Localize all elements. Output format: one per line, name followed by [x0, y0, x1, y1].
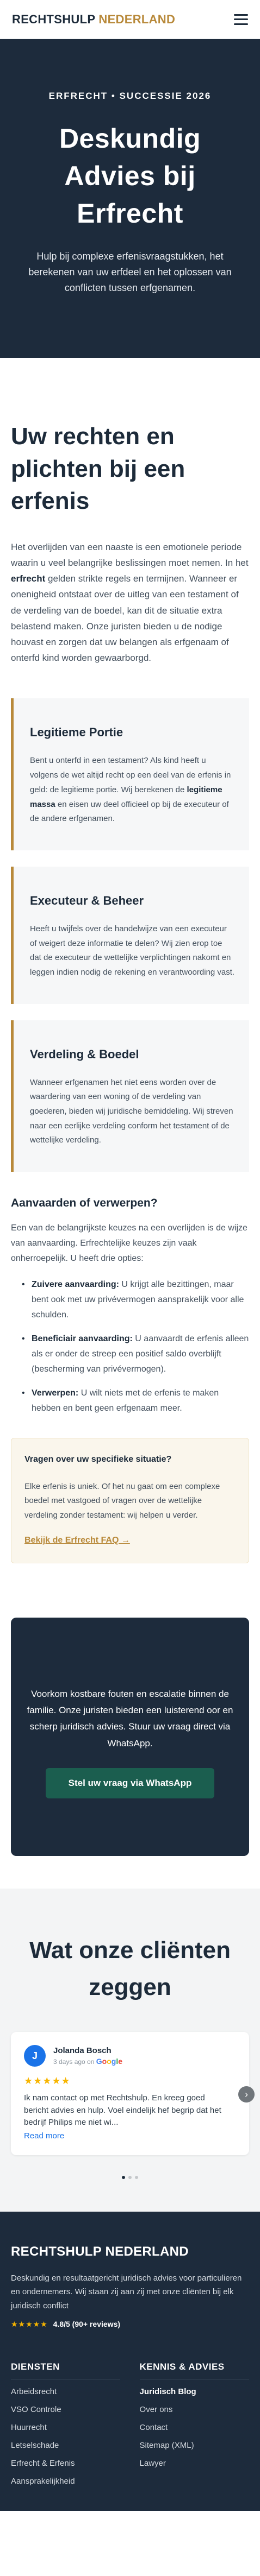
- hero-kicker: ERFRECHT • SUCCESSIE 2026: [48, 91, 212, 101]
- cta-box: [11, 1618, 249, 1856]
- google-letter: G: [96, 2057, 102, 2066]
- footer-link[interactable]: Sitemap (XML): [139, 2441, 194, 2451]
- review-card: [11, 2032, 249, 2155]
- card-title: Executeur & Beheer: [30, 893, 144, 907]
- review-text: Ik nam contact op met Rechtshulp. En kreeg goed bericht advies en hulp. Voel eindelijk hef begrip dat het bedrijf Philips me niet wi...: [24, 2093, 221, 2127]
- footer-link[interactable]: Lawyer: [139, 2459, 166, 2468]
- rights-intro-part: gelden strikte regels en termijnen. Wanneer er onenigheid ontstaat over de uitleg van een testament of de verdeling van de boedel, kan dit de situatie extra belastend maken. Onze juristen bieden u de nodige houvast en zorgen dat uw belangen als erfgenaam of onterfd kind worden gewaarborgd.: [11, 573, 239, 664]
- star-rating-icon: ★★★★★: [24, 2075, 71, 2087]
- option-text: U krijgt alle bezittingen, maar bent ook met uw privévermogen aansprakelijk voor alle schulden.: [32, 1280, 244, 1320]
- rights-intro-part: Het overlijden van een naaste is een emotionele periode waarin u veel belangrijke beslissingen moet nemen. In het: [11, 541, 249, 568]
- option-label: Beneficiair aanvaarding:: [32, 1334, 133, 1344]
- option-text: U aanvaardt de erfenis alleen als er onder de streep een positief saldo overblijft (bescherming van privévermogen).: [32, 1334, 249, 1374]
- reviewer-name: Jolanda Bosch: [53, 2046, 112, 2056]
- option-text: U wilt niets met de erfenis te maken hebben en bent geen erfgenaam meer.: [32, 1388, 219, 1413]
- google-letter: e: [118, 2057, 123, 2066]
- site-header: [0, 0, 260, 39]
- card-verdeling-boedel: [11, 1020, 249, 1172]
- footer-description: Deskundig en resultaatgericht juridisch advies voor particulieren en ondernemers. Wij staan zij aan zij met onze cliënten bij elk juridisch conflict: [11, 2273, 242, 2311]
- hero-section: [0, 39, 260, 358]
- hero-subtitle: Hulp bij complexe erfenisvraagstukken, het berekenen van uw erfdeel en het oplossen van conflicten tussen erfgenamen.: [28, 251, 232, 293]
- footer-link[interactable]: Juridisch Blog: [139, 2387, 196, 2397]
- footer-link[interactable]: Over ons: [139, 2405, 173, 2415]
- footer-link[interactable]: VSO Controle: [11, 2405, 61, 2415]
- footer-brand: RECHTSHULP NEDERLAND: [11, 2244, 189, 2259]
- menu-icon[interactable]: [234, 14, 248, 25]
- reviews-section: [0, 1889, 260, 2212]
- next-arrow-icon[interactable]: ›: [238, 2086, 255, 2103]
- card-text: Wanneer erfgenamen het niet eens worden over de waardering van een woning of de verdeling van goederen, bieden wij juridische bemiddeling. Wij streven naar een eerlijke verdeling conform het testament of de wettelijke verdeling.: [30, 1077, 233, 1145]
- brand-main: RECHTSHULP: [12, 12, 95, 26]
- footer-link[interactable]: Arbeidsrecht: [11, 2387, 57, 2397]
- faq-box: [11, 1438, 249, 1563]
- footer-link[interactable]: Huurrecht: [11, 2423, 47, 2433]
- read-more-link[interactable]: Read more: [24, 2131, 65, 2141]
- footer-link[interactable]: Contact: [139, 2423, 168, 2433]
- card-legitieme-portie: [11, 698, 249, 850]
- brand-accent: NEDERLAND: [98, 12, 176, 26]
- list-item: [22, 1331, 249, 1377]
- cta-wrapper: [0, 1601, 260, 1889]
- menu-icon-line: [234, 23, 248, 25]
- footer-col-kennis: [140, 2362, 249, 2495]
- card-text-bold: legitieme massa: [30, 785, 222, 809]
- footer-columns: [11, 2362, 249, 2495]
- accept-text: Een van de belangrijkste keuzes na een overlijden is de wijze van aanvaarding. Erfrechtelijke keuzes zijn vaak onherroepelijk. U heeft drie opties:: [11, 1223, 247, 1264]
- rights-intro-bold: erfrecht: [11, 573, 46, 584]
- card-text-part: en eisen uw deel officieel op bij de executeur of de andere erfgenamen.: [30, 799, 229, 824]
- google-letter: g: [111, 2057, 116, 2066]
- footer-rating: [11, 2320, 249, 2329]
- whatsapp-button[interactable]: Stel uw vraag via WhatsApp: [46, 1768, 215, 1798]
- footer-rating-text: 4.8/5 (90+ reviews): [53, 2320, 121, 2329]
- card-text: Heeft u twijfels over de handelwijze van een executeur of weigert deze informatie te delen? Wij zien erop toe dat de executeur de wettelijke verplichtingen nakomt en leggen indien nodig de rekening en verantwoording vast.: [30, 924, 235, 977]
- carousel-dot[interactable]: [122, 2176, 125, 2179]
- faq-title: Vragen over uw specifieke situatie?: [24, 1455, 172, 1464]
- rights-title: Uw rechten en plichten bij een erfenis: [11, 423, 185, 515]
- star-icon: ★★★★★: [11, 2320, 48, 2329]
- reviews-title: Wat onze cliënten zeggen: [29, 1936, 231, 2000]
- carousel-dot[interactable]: [135, 2176, 138, 2179]
- carousel-dot[interactable]: [128, 2176, 132, 2179]
- hero-title: Deskundig Advies bij Erfrecht: [59, 123, 201, 229]
- accept-title: Aanvaarden of verwerpen?: [11, 1197, 158, 1210]
- menu-icon-line: [234, 14, 248, 16]
- option-label: Zuivere aanvaarding:: [32, 1280, 119, 1290]
- carousel-dots: [11, 2176, 249, 2179]
- card-text-part: Bent u onterfd in een testament? Als kind heeft u volgens de wet altijd recht op een deel van de erfenis in geld: de legitieme portie. Wij berekenen de: [30, 756, 231, 794]
- review-carousel: [11, 2032, 249, 2155]
- google-logo-icon: [96, 2057, 122, 2066]
- google-letter: o: [107, 2057, 112, 2066]
- card-executeur-beheer: [11, 867, 249, 1004]
- footer-col-title: DIENSTEN: [11, 2362, 120, 2379]
- list-item: [22, 1386, 249, 1416]
- google-letter: l: [116, 2057, 119, 2066]
- reviewer-info: [53, 2046, 122, 2066]
- cta-text: Voorkom kostbare fouten en escalatie binnen de familie. Onze juristen bieden een luisterend oor en scherp juridisch advies. Stuur uw vraag direct via WhatsApp.: [27, 1688, 233, 1748]
- footer-link[interactable]: Erfrecht & Erfenis: [11, 2459, 75, 2468]
- card-title: Verdeling & Boedel: [30, 1047, 139, 1061]
- option-label: Verwerpen:: [32, 1388, 79, 1398]
- site-footer: [0, 2212, 260, 2511]
- footer-col-title: KENNIS & ADVIES: [140, 2362, 249, 2379]
- footer-link[interactable]: Letselschade: [11, 2441, 59, 2451]
- card-title: Legitieme Portie: [30, 725, 123, 740]
- review-header: [24, 2045, 225, 2067]
- rights-section: [0, 358, 260, 1601]
- list-item: [22, 1277, 249, 1323]
- brand-logo[interactable]: [12, 12, 175, 27]
- menu-icon-line: [234, 18, 248, 20]
- options-list: [11, 1277, 249, 1416]
- rights-intro: [11, 539, 249, 666]
- faq-text: Elke erfenis is uniek. Of het nu gaat om een complexe boedel met vastgoed of vragen over de wettelijke verdeling zonder testament: wij helpen u verder.: [24, 1482, 220, 1520]
- faq-link[interactable]: Bekijk de Erfrecht FAQ →: [24, 1535, 130, 1545]
- card-text: [30, 754, 235, 826]
- google-letter: o: [102, 2057, 107, 2066]
- review-time-text: 3 days ago on: [53, 2058, 95, 2066]
- footer-link[interactable]: Aansprakelijkheid: [11, 2477, 75, 2486]
- review-time: [53, 2057, 122, 2066]
- footer-col-diensten: [11, 2362, 120, 2495]
- avatar: J: [24, 2045, 46, 2067]
